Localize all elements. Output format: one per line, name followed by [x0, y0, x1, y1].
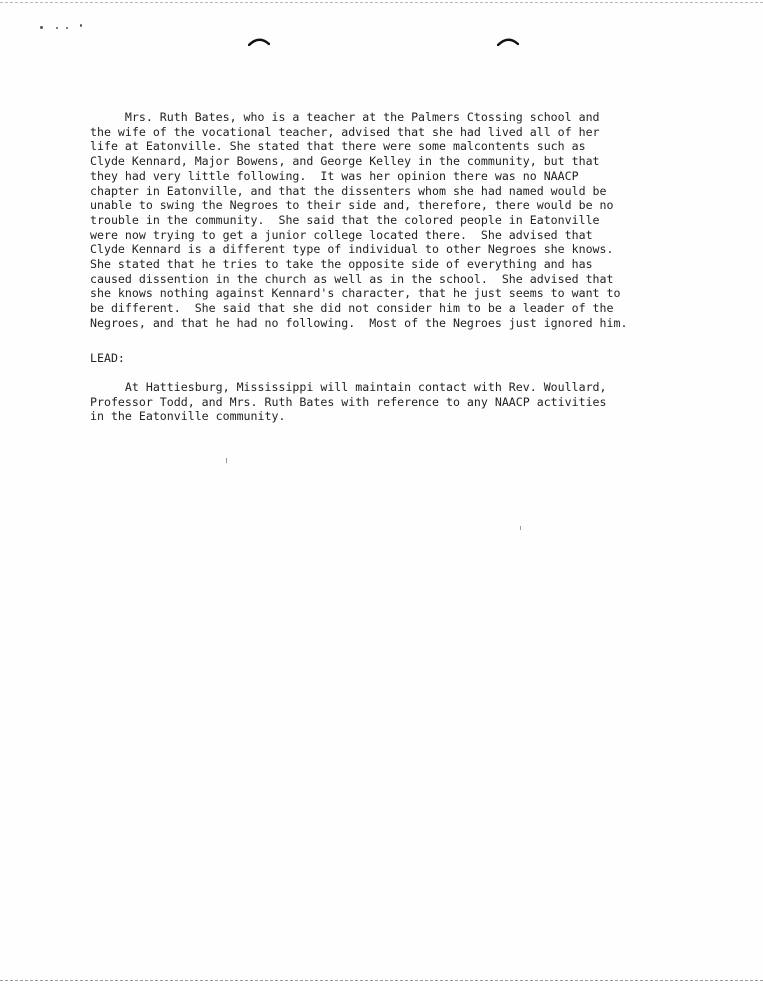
- scan-stray-mark: [520, 526, 521, 530]
- text-line: they had very little following. It was her opinion there was no NAACP: [90, 168, 579, 183]
- text-line: be different. She said that she did not consider him to be a leader of the: [90, 301, 614, 316]
- text-line: Clyde Kennard, Major Bowens, and George Kelley in the community, but that: [90, 154, 600, 169]
- scan-stray-mark: [226, 458, 227, 463]
- text-line: the wife of the vocational teacher, advised that she had lived all of her: [90, 124, 600, 139]
- scan-speck: [66, 27, 68, 29]
- text-line: trouble in the community. She said that the colored people in Eatonville: [90, 212, 600, 227]
- scan-speck: [80, 24, 82, 27]
- text-line: in the Eatonville community.: [90, 409, 286, 424]
- text-line: She stated that he tries to take the opposite side of everything and has: [90, 257, 593, 272]
- text-line: were now trying to get a junior college located there. She advised that: [90, 227, 593, 242]
- lead-heading-text: LEAD:: [90, 351, 125, 365]
- text-line: she knows nothing against Kennard's character, that he just seems to want to: [90, 286, 621, 301]
- top-page-edge: [0, 2, 763, 3]
- text-line: caused dissention in the church as well as in the school. She advised that: [90, 271, 614, 286]
- scan-speck: [40, 26, 43, 29]
- text-line: Clyde Kennard is a different type of individual to other Negroes she knows.: [90, 242, 614, 257]
- interview-paragraph: [90, 110, 710, 331]
- punch-hole-mark-left: [248, 36, 270, 46]
- lead-paragraph: [90, 380, 710, 424]
- text-line: At Hattiesburg, Mississippi will maintain contact with Rev. Woullard,: [90, 380, 607, 394]
- scan-speck: [56, 27, 58, 29]
- lead-heading: [90, 351, 710, 366]
- text-line: Professor Todd, and Mrs. Ruth Bates with reference to any NAACP activities: [90, 394, 607, 409]
- text-line: life at Eatonville. She stated that there were some malcontents such as: [90, 139, 586, 154]
- text-line: Negroes, and that he had no following. Most of the Negroes just ignored him.: [90, 315, 628, 330]
- bottom-page-edge: [0, 980, 763, 981]
- text-line: unable to swing the Negroes to their side and, therefore, there would be no: [90, 198, 614, 213]
- punch-hole-mark-right: [497, 36, 519, 46]
- text-line: chapter in Eatonville, and that the dissenters whom she had named would be: [90, 183, 607, 198]
- text-line: Mrs. Ruth Bates, who is a teacher at the Palmers Ctossing school and: [90, 110, 600, 124]
